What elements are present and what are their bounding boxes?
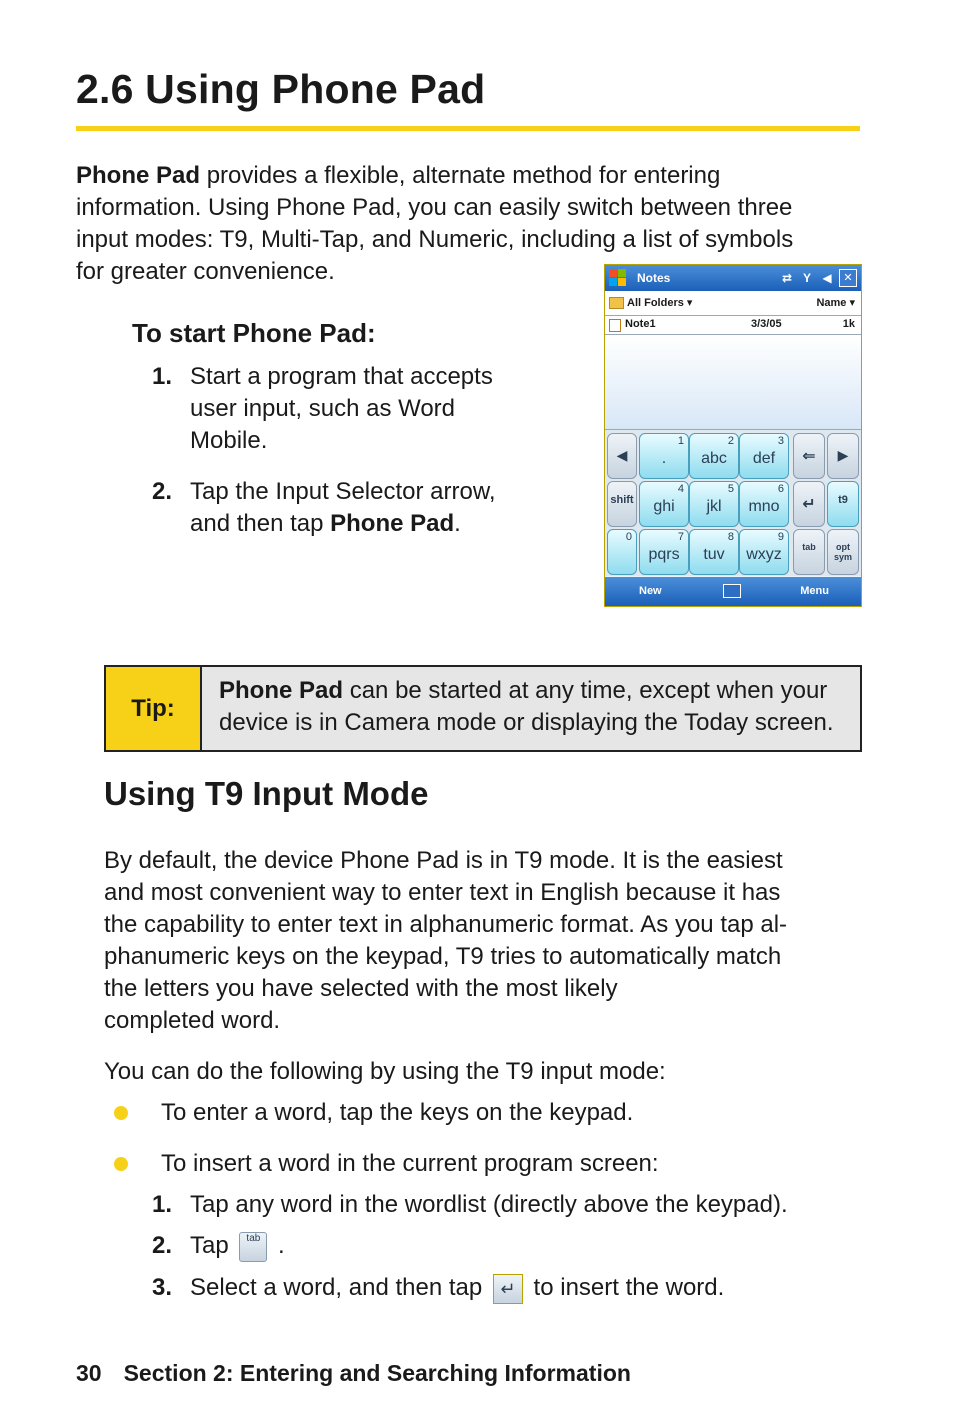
bullet-dot bbox=[114, 1106, 128, 1120]
step-number: 2. bbox=[152, 1232, 173, 1259]
step-line: Mobile. bbox=[190, 427, 268, 454]
paragraph-line: completed word. bbox=[104, 1007, 281, 1034]
bullet-text: To insert a word in the current program screen: bbox=[161, 1150, 659, 1177]
tab-key[interactable]: tab bbox=[793, 529, 825, 575]
signal-icon[interactable]: Y bbox=[802, 271, 811, 285]
note-row[interactable] bbox=[605, 316, 861, 335]
enter-key[interactable]: ↵ bbox=[793, 481, 825, 527]
new-softkey[interactable]: New bbox=[639, 585, 662, 597]
page-title: 2.6 Using Phone Pad bbox=[76, 66, 486, 112]
step-line: user input, such as Word bbox=[190, 395, 456, 422]
device-menu-bar bbox=[605, 577, 861, 606]
intro-line4: for greater convenience. bbox=[76, 258, 335, 285]
keypad-key-3[interactable]: 3 def bbox=[739, 433, 789, 479]
note-icon bbox=[609, 319, 621, 332]
insert-step-3 bbox=[152, 1272, 852, 1308]
title-rule bbox=[76, 126, 860, 131]
step-line: Tap the Input Selector arrow, bbox=[190, 478, 496, 505]
keypad-key-7[interactable]: 7 pqrs bbox=[639, 529, 689, 575]
start-step-2 bbox=[152, 476, 552, 540]
right-arrow-key[interactable]: ▶ bbox=[827, 433, 859, 479]
device-app-title: Notes bbox=[637, 271, 671, 285]
paragraph-line: phanumeric keys on the keypad, T9 tries to automatically match bbox=[104, 943, 782, 970]
keypad-key-4[interactable]: 4 ghi bbox=[639, 481, 689, 527]
device-screenshot bbox=[604, 264, 862, 607]
input-selector-icon[interactable] bbox=[723, 584, 741, 598]
step-number: 2. bbox=[152, 478, 173, 505]
step-line: . bbox=[454, 510, 461, 537]
step-number: 1. bbox=[152, 363, 173, 390]
intro-line2: information. Using Phone Pad, you can easily switch between three bbox=[76, 194, 793, 221]
start-heading: To start Phone Pad: bbox=[132, 318, 376, 348]
paragraph-line: and most convenient way to enter text in English because it has bbox=[104, 879, 781, 906]
step-line: Start a program that accepts bbox=[190, 363, 493, 390]
enter-key-icon: ↵ bbox=[493, 1274, 523, 1304]
keypad-key-1[interactable]: 1 . bbox=[639, 433, 689, 479]
page-number: 30 bbox=[76, 1360, 102, 1386]
device-folder-bar bbox=[605, 291, 861, 316]
left-arrow-key[interactable]: ◀ bbox=[607, 433, 637, 479]
insert-step-2 bbox=[152, 1230, 552, 1266]
tab-key-icon: tab bbox=[239, 1232, 267, 1262]
t9-key[interactable]: t9 bbox=[827, 481, 859, 527]
keypad-key-8[interactable]: 8 tuv bbox=[689, 529, 739, 575]
step-text: Tap any word in the wordlist (directly above the keypad). bbox=[190, 1191, 788, 1218]
tip-line2: device is in Camera mode or displaying the Today screen. bbox=[219, 709, 834, 736]
step-line: and then tap bbox=[190, 510, 331, 537]
note-size: 1k bbox=[842, 318, 855, 330]
paragraph-line: By default, the device Phone Pad is in T9 mode. It is the easiest bbox=[104, 847, 783, 874]
folder-dropdown[interactable]: All Folders ▾ bbox=[627, 297, 693, 309]
keypad-key-5[interactable]: 5 jkl bbox=[689, 481, 739, 527]
connectivity-icon[interactable]: ⇄ bbox=[781, 271, 793, 285]
keypad-key-9[interactable]: 9 wxyz bbox=[739, 529, 789, 575]
tip-box bbox=[104, 665, 862, 752]
menu-softkey[interactable]: Menu bbox=[800, 585, 829, 597]
volume-icon[interactable]: ◀ bbox=[822, 271, 832, 285]
bullet-item bbox=[114, 1148, 814, 1180]
keypad-key-2[interactable]: 2 abc bbox=[689, 433, 739, 479]
sort-dropdown[interactable]: Name ▾ bbox=[816, 297, 855, 309]
note-name: Note1 bbox=[625, 318, 656, 330]
bullet-text: To enter a word, tap the keys on the keypad. bbox=[161, 1099, 634, 1126]
paragraph-line: the capability to enter text in alphanumeric format. As you tap al- bbox=[104, 911, 788, 938]
sym-key[interactable]: opt sym bbox=[827, 529, 859, 575]
shift-key[interactable]: shift bbox=[607, 481, 637, 527]
t9-paragraph bbox=[104, 845, 874, 1037]
step-text: Tap bbox=[190, 1232, 229, 1259]
step-number: 1. bbox=[152, 1191, 173, 1218]
note-list-area bbox=[605, 335, 861, 430]
close-icon[interactable]: ✕ bbox=[839, 269, 857, 287]
step-text: Select a word, and then tap bbox=[190, 1274, 483, 1301]
keypad-key-0[interactable]: 0 bbox=[607, 529, 637, 575]
paragraph-line: the letters you have selected with the most likely bbox=[104, 975, 618, 1002]
windows-start-icon[interactable] bbox=[609, 269, 627, 287]
step-text: . bbox=[278, 1232, 285, 1259]
start-step-1 bbox=[152, 361, 552, 457]
step-number: 3. bbox=[152, 1274, 173, 1301]
intro-line3: input modes: T9, Multi-Tap, and Numeric, including a list of symbols bbox=[76, 226, 794, 253]
footer-section: Section 2: Entering and Searching Information bbox=[123, 1360, 631, 1386]
section-heading: Using T9 Input Mode bbox=[104, 775, 429, 812]
tip-bold: Phone Pad bbox=[219, 677, 344, 704]
note-date: 3/3/05 bbox=[751, 318, 782, 330]
step-bold: Phone Pad bbox=[330, 510, 455, 537]
keypad-key-6[interactable]: 6 mno bbox=[739, 481, 789, 527]
intro-bold: Phone Pad bbox=[76, 162, 201, 189]
tip-label: Tip: bbox=[106, 667, 202, 750]
device-titlebar bbox=[605, 265, 861, 291]
backspace-key[interactable]: ⇐ bbox=[793, 433, 825, 479]
t9-intro: You can do the following by using the T9 input mode: bbox=[104, 1058, 666, 1085]
bullet-item bbox=[114, 1097, 814, 1129]
phone-pad-keypad bbox=[605, 430, 861, 576]
intro-line1: provides a flexible, alternate method for entering bbox=[200, 162, 721, 189]
folder-icon bbox=[609, 297, 624, 309]
bullet-dot bbox=[114, 1157, 128, 1171]
tip-line1: can be started at any time, except when your bbox=[343, 677, 828, 704]
insert-step-1 bbox=[152, 1189, 872, 1221]
step-text: to insert the word. bbox=[533, 1274, 725, 1301]
page-footer bbox=[76, 1360, 631, 1387]
